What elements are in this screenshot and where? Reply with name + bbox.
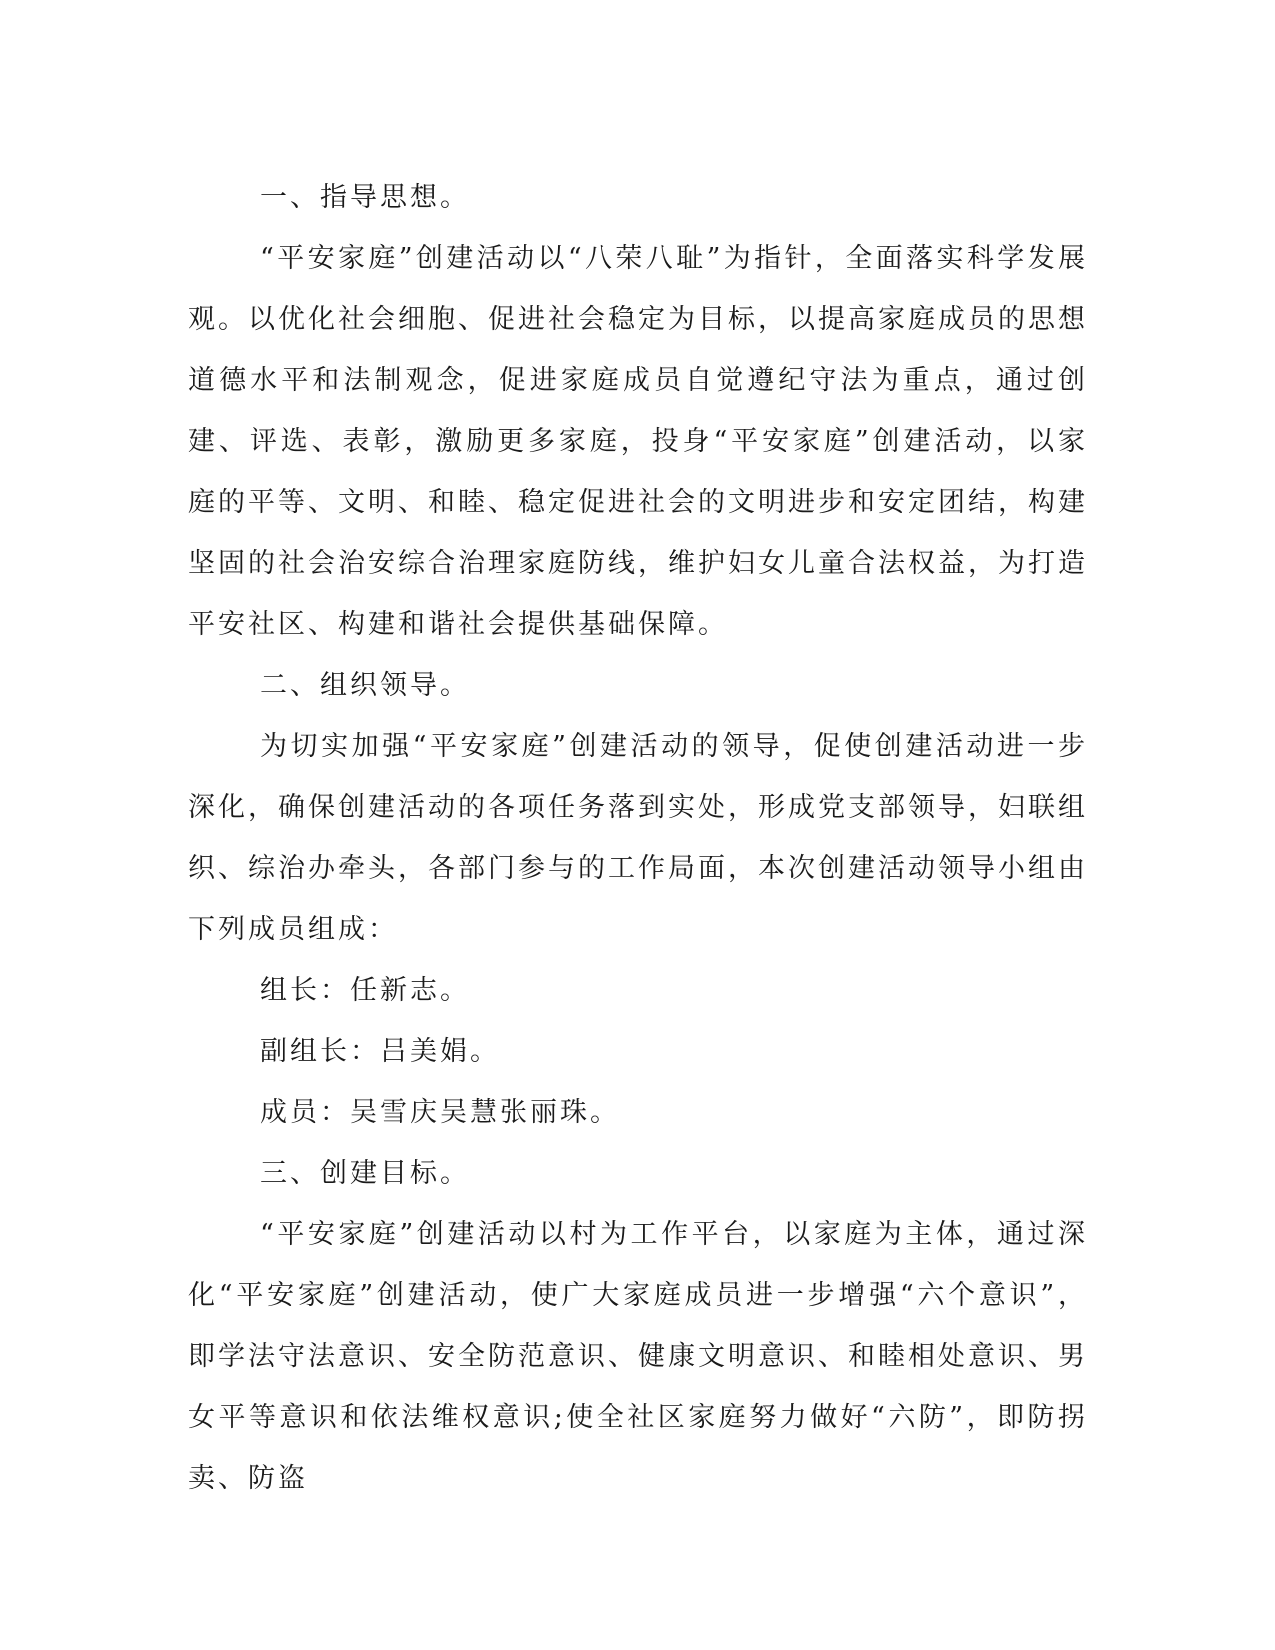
section-heading-guiding-ideology: 一、指导思想。: [260, 182, 470, 213]
members-line: 成员：吴雪庆吴慧张丽珠。: [260, 1097, 620, 1128]
section-heading-organization: 二、组织领导。: [260, 670, 470, 701]
document-body: [188, 167, 1088, 1509]
team-leader-line: 组长：任新志。: [260, 975, 470, 1006]
paragraph-guiding-ideology: “平安家庭”创建活动以“八荣八耻”为指针，全面落实科学发展观。以优化社会细胞、促进社会稳定为目标，以提高家庭成员的思想道德水平和法制观念，促进家庭成员自觉遵纪守法为重点，通过创建、评选、表彰，激励更多家庭，投身“平安家庭”创建活动，以家庭的平等、文明、和睦、稳定促进社会的文明进步和安定团结，构建坚固的社会治安综合治理家庭防线，维护妇女儿童合法权益，为打造平安社区、构建和谐社会提供基础保障。: [188, 243, 1088, 640]
deputy-leader-line: 副组长：吕美娟。: [260, 1036, 500, 1067]
paragraph-organization: 为切实加强“平安家庭”创建活动的领导，促使创建活动进一步深化，确保创建活动的各项任务落到实处，形成党支部领导，妇联组织、综治办牵头，各部门参与的工作局面，本次创建活动领导小组由下列成员组成：: [188, 731, 1088, 945]
paragraph-goals: “平安家庭”创建活动以村为工作平台，以家庭为主体，通过深化“平安家庭”创建活动，使广大家庭成员进一步增强“六个意识”，即学法守法意识、安全防范意识、健康文明意识、和睦相处意识、男女平等意识和依法维权意识;使全社区家庭努力做好“六防”，即防拐卖、防盗: [188, 1219, 1088, 1494]
section-heading-goals: 三、创建目标。: [260, 1158, 470, 1189]
